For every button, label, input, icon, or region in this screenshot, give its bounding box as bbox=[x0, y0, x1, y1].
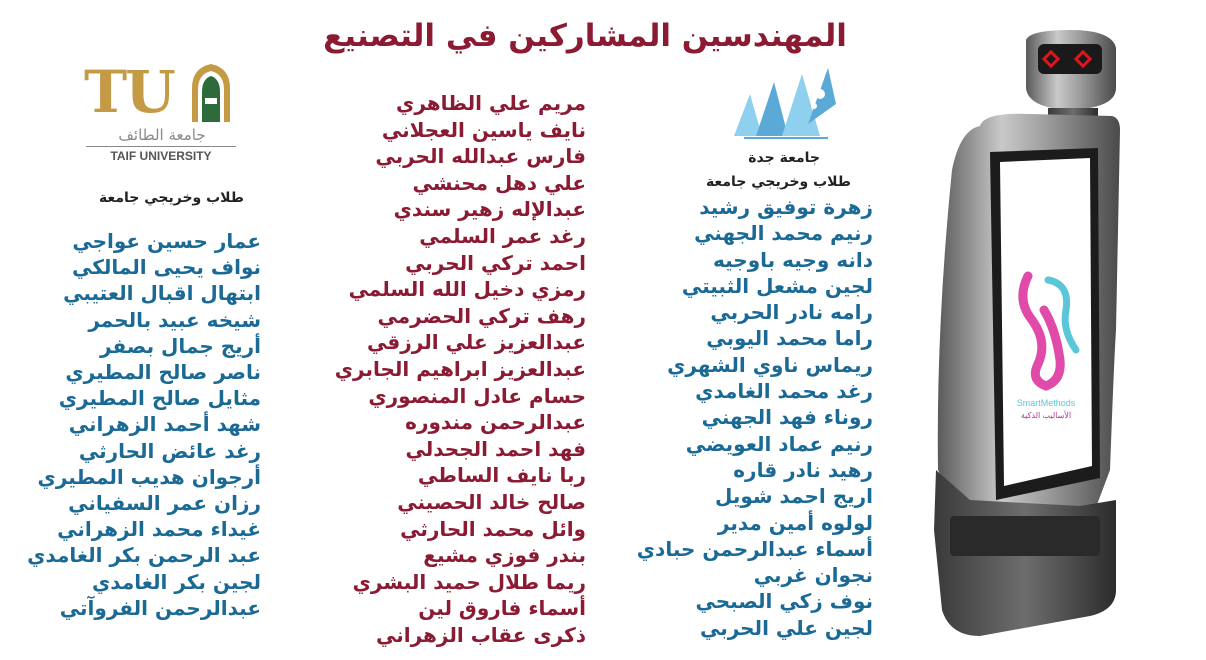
list-item: اريج احمد شويل bbox=[714, 484, 873, 509]
list-item: أسماء عبدالرحمن حبادي bbox=[636, 536, 873, 561]
robot-kiosk-image bbox=[920, 30, 1120, 650]
university-of-jeddah-logo bbox=[728, 64, 840, 142]
list-item: مريم علي الظاهري bbox=[396, 91, 586, 115]
list-item: فارس عبدالله الحربي bbox=[375, 144, 586, 169]
list-item: بندر فوزي مشيع bbox=[423, 543, 586, 568]
list-item: نايف ياسين العجلاني bbox=[381, 117, 586, 142]
list-item: نجوان غربي bbox=[753, 563, 873, 588]
list-item: رغد محمد الغامدي bbox=[695, 379, 873, 404]
list-item: لجين بكر الغامدي bbox=[91, 569, 261, 594]
middle-names-list bbox=[335, 90, 586, 648]
list-item: حسام عادل المنصوري bbox=[368, 383, 586, 408]
list-item: عمار حسين عواجي bbox=[72, 229, 261, 253]
list-item: رغد عمر السلمي bbox=[419, 223, 586, 248]
list-item: ذكرى عقاب الزهراني bbox=[376, 622, 586, 647]
robot-screen-brand-arabic: الأساليب الذكية bbox=[1020, 411, 1072, 420]
list-item: أريج جمال بصفر bbox=[100, 333, 261, 358]
list-item: عبدالإله زهير سندي bbox=[393, 197, 586, 222]
taif-logo-arabic-text: جامعة الطائف bbox=[118, 126, 206, 144]
list-item: عبدالعزيز ابراهيم الجابري bbox=[334, 356, 586, 381]
jeddah-caption-students: طلاب وخريجي جامعة bbox=[705, 174, 851, 190]
taif-logo-letters: TU bbox=[84, 58, 174, 126]
list-item: أرجوان هديب المطيري bbox=[37, 464, 261, 489]
list-item: رامه نادر الحربي bbox=[710, 300, 873, 325]
list-item: عبد الرحمن بكر الغامدي bbox=[27, 543, 261, 568]
robot-screen-brand: SmartMethods bbox=[1016, 398, 1076, 408]
list-item: رزان عمر السفياني bbox=[68, 491, 261, 516]
list-item: دانه وجيه باوجيه bbox=[713, 247, 873, 272]
list-item: مثايل صالح المطيري bbox=[58, 386, 261, 411]
list-item: رهيد نادر قاره bbox=[733, 457, 873, 482]
list-item: نوف زكي الصبحي bbox=[695, 589, 873, 614]
list-item: غيداء محمد الزهراني bbox=[57, 517, 261, 542]
list-item: نواف يحيى المالكي bbox=[71, 255, 261, 280]
jeddah-caption-university: جامعة جدة bbox=[748, 150, 820, 166]
list-item: احمد تركي الحربي bbox=[405, 250, 586, 275]
list-item: شيخه عبيد بالحمر bbox=[88, 307, 261, 332]
page-title: المهندسين المشاركين في التصنيع bbox=[323, 18, 847, 54]
list-item: زهرة توفيق رشيد bbox=[699, 195, 873, 219]
list-item: عبدالرحمن مندوره bbox=[405, 410, 586, 435]
list-item: رهف تركي الحضرمي bbox=[377, 303, 586, 328]
list-item: شهد أحمد الزهراني bbox=[68, 412, 261, 437]
list-item: رنيم محمد الجهني bbox=[694, 221, 873, 246]
list-item: لولوه أمين مدير bbox=[717, 510, 873, 535]
list-item: ناصر صالح المطيري bbox=[65, 360, 261, 385]
robot-base-slot bbox=[950, 516, 1100, 556]
list-item: ريماس ناوي الشهري bbox=[667, 352, 873, 377]
list-item: رنيم عماد العويضي bbox=[685, 431, 873, 456]
list-item: لجين مشعل الثبيتي bbox=[681, 273, 873, 298]
list-item: عبدالرحمن الفروآتي bbox=[59, 595, 261, 620]
robot-face-visor bbox=[1038, 44, 1102, 74]
list-item: علي دهل محنشي bbox=[412, 170, 586, 195]
taif-logo-english-text: TAIF UNIVERSITY bbox=[86, 146, 236, 163]
list-item: راما محمد اليوبي bbox=[706, 326, 873, 351]
list-item: ابتهال اقبال العتيبي bbox=[63, 281, 261, 306]
list-item: رغد عائض الحارثي bbox=[78, 438, 261, 463]
jeddah-names-list bbox=[637, 194, 873, 641]
taif-caption: طلاب وخريجي جامعة bbox=[98, 190, 244, 206]
taif-university-logo bbox=[84, 58, 239, 168]
list-item: ريما طلال حميد البشري bbox=[352, 569, 586, 594]
list-item: وائل محمد الحارثي bbox=[400, 516, 586, 541]
list-item: فهد احمد الجحدلي bbox=[405, 436, 586, 461]
list-item: رمزي دخيل الله السلمي bbox=[348, 277, 586, 302]
list-item: عبدالعزيز علي الرزقي bbox=[366, 330, 586, 355]
taif-names-list bbox=[27, 228, 261, 621]
list-item: أسماء فاروق لين bbox=[418, 596, 586, 621]
list-item: ربا نايف الساطي bbox=[417, 463, 586, 488]
mosque-arch-icon bbox=[188, 62, 234, 124]
list-item: روناء فهد الجهني bbox=[701, 405, 873, 430]
list-item: لجين علي الحربي bbox=[699, 615, 873, 640]
list-item: صالح خالد الحصيني bbox=[397, 489, 586, 514]
